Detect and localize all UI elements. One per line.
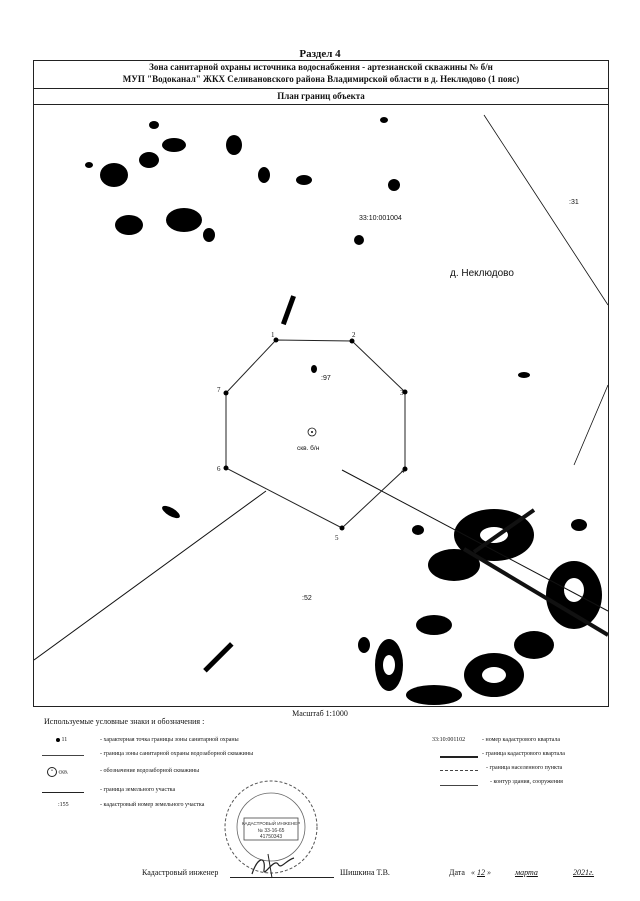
parcel-97-label: :97 xyxy=(321,375,331,382)
cadastral-quarter-label: 33:10:001004 xyxy=(359,215,402,222)
stamp-text-3: 41750343 xyxy=(259,834,283,840)
title-line-2: МУП "Водоканал" ЖКХ Селивановского района Владимирской области в д. Неклюдово (1 пояс) xyxy=(122,74,520,84)
section-heading: Раздел 4 xyxy=(299,48,341,60)
boundary-map xyxy=(34,105,608,706)
building-line-sample xyxy=(440,785,478,786)
point-label-1: 1 xyxy=(271,331,275,339)
point-label-3: 3 xyxy=(400,389,404,397)
date-day-value: 12 xyxy=(477,868,485,877)
legend-well-text: - обозначение водозаборной скважины xyxy=(100,768,200,774)
settlement-line-sample xyxy=(440,770,478,771)
signature xyxy=(248,852,298,880)
legend-zone-text: - граница зоны санитарной охраны водозаборной скважины xyxy=(100,751,254,757)
well-icon xyxy=(308,428,316,436)
date-year xyxy=(573,868,594,877)
legend-quarter-text: - номер кадастрового квартала xyxy=(482,737,561,743)
engineer-name: Шишкина Т.В. xyxy=(340,868,390,877)
legend-quarter-border-text: - граница кадастрового квартала xyxy=(482,751,565,757)
parcel-line-sample xyxy=(42,792,84,793)
well-sample-label: скв. xyxy=(58,769,69,776)
date-month-value: марта xyxy=(515,868,538,877)
legend-point-sample xyxy=(56,737,67,743)
date-year-value: 2021г. xyxy=(573,868,595,877)
engineer-label: Кадастровый инженер xyxy=(142,868,219,877)
map-scale: Масштаб 1:1000 xyxy=(292,709,348,718)
point-label-4: 4 xyxy=(401,467,405,475)
document-title xyxy=(34,61,608,89)
map-texture xyxy=(85,117,602,705)
well-symbol-icon: • xyxy=(47,767,57,777)
point-marker-icon xyxy=(56,738,60,742)
well-label: скв. б/н xyxy=(297,445,320,452)
legend-building-text: - контур здания, сооружения xyxy=(490,779,563,785)
point-label-2: 2 xyxy=(352,331,356,339)
plan-title: План границ объекта xyxy=(34,88,608,105)
village-label: д. Неклюдово xyxy=(450,268,514,279)
legend-point-text: - характерная точка границы зоны санитарной охраны xyxy=(100,737,239,743)
parcel-52-label: :52 xyxy=(302,595,312,602)
legend-parcel-number-text: - кадастровый номер земельного участка xyxy=(100,802,205,808)
legend-well-sample xyxy=(47,767,68,777)
legend-parcel-number-sample: :155 xyxy=(58,802,69,808)
legend-parcel-border-text: - граница земельного участка xyxy=(100,787,176,793)
stamp-text-2: № 33-16-65 xyxy=(257,828,285,834)
point-label-6: 6 xyxy=(217,465,221,473)
stamp-text-1: КАДАСТРОВЫЙ ИНЖЕНЕР xyxy=(241,821,301,826)
point-label-5: 5 xyxy=(335,534,339,542)
point-sample-number: 11 xyxy=(61,737,68,743)
plan-frame xyxy=(33,60,609,707)
legend-settlement-text: - граница населенного пункта xyxy=(486,765,563,771)
date-day: « 12 » xyxy=(471,868,491,877)
point-label-7: 7 xyxy=(217,386,221,394)
parcel-31-label: :31 xyxy=(569,199,579,206)
legend-title: Используемые условные знаки и обозначения : xyxy=(44,717,205,726)
quarter-line-sample xyxy=(440,756,478,758)
zone-line-sample xyxy=(42,755,84,756)
date-month xyxy=(515,868,538,877)
parcel-border-line xyxy=(34,491,266,660)
signature-line xyxy=(230,877,334,878)
date-label: Дата xyxy=(449,868,465,877)
title-line-1: Зона санитарной охраны источника водоснабжения - артезианской скважины № б/н xyxy=(149,62,493,72)
legend-quarter-sample: 33:10:001102 xyxy=(432,737,466,743)
